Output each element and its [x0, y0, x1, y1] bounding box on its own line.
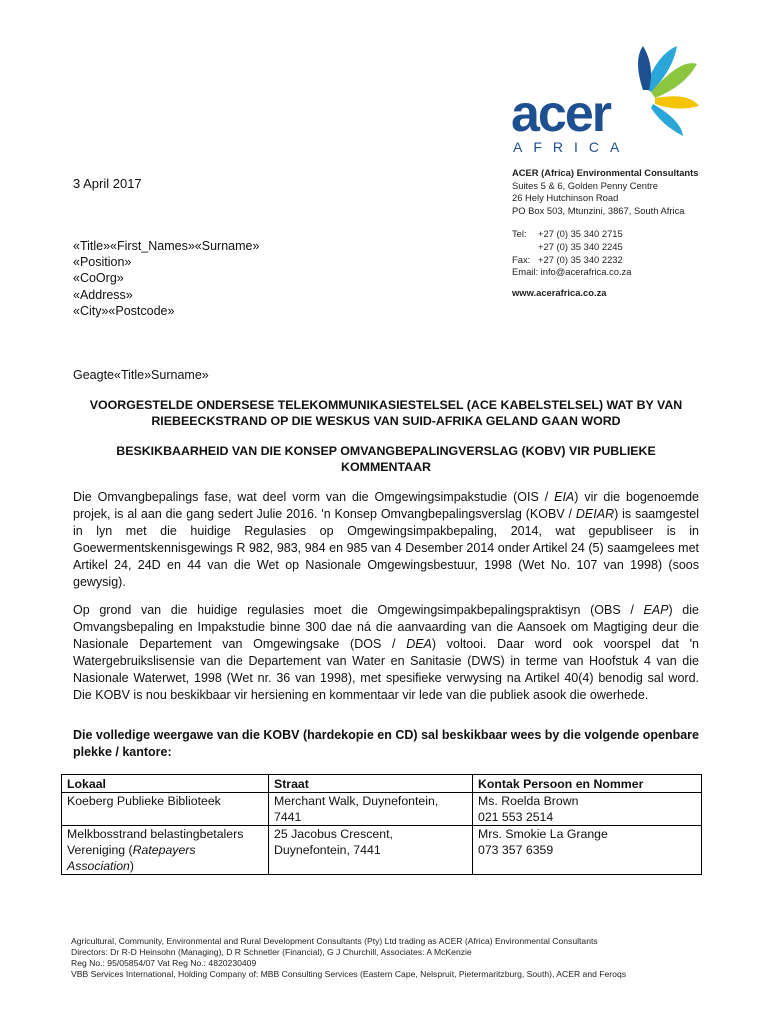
telephone-row — [512, 228, 712, 241]
street-cell: Merchant Walk, Duynefontein, 7441 — [269, 793, 473, 826]
street-cell: 25 Jacobus Crescent, Duynefontein, 7441 — [269, 826, 473, 875]
address-line: PO Box 503, Mtunzini, 3867, South Africa — [512, 204, 685, 216]
recipient-address — [73, 238, 259, 319]
contact-cell: Ms. Roelda Brown 021 553 2514 — [473, 793, 702, 826]
salutation: Geagte«Title»Surname» — [73, 368, 209, 382]
table-row — [62, 793, 702, 826]
paragraph-venues-intro: Die volledige weergawe van die KOBV (hardekopie en CD) sal beskikbaar wees by die volgende openbare plekke / kantore: — [73, 728, 699, 759]
footer-line: Reg No.: 95/05854/07 Vat Reg No.: 4820230409 — [71, 958, 257, 969]
logo-leaf — [655, 96, 699, 108]
paragraph-scoping-phase: Die Omvangbepalings fase, wat deel vorm van die Omgewingsimpakstudie (OIS / EIA) vir die bogenoemde projek, is al aan die gang sedert Julie 2016. 'n Konsep Omvangbepalingsverslag (KOBV / DEIAR) is saamgestel in lyn met die huidige Regulasies op Omgewingsimpakbepaling, 2014, wat gepubliseer is in Goewermentskennisgewings R 982, 983, 984 en 985 van 4 Desember 2014 onder Artikel 24 (5) saamgelees met Artikel 24, 24D en 44 van die Wet op Nasionale Omgewingsbestuur, 1998 (Wet No. 107 van 1998) (soos gewysig). — [73, 490, 699, 589]
logo-leaves — [638, 46, 699, 136]
table-header-row — [62, 775, 702, 793]
paragraph-regulations: Op grond van die huidige regulasies moet die Omgewingsimpakbepalingspraktisyn (OBS / EAP) die Omvangsbepaling en Impakstudie binne 300 dae ná die aanvaarding van die Aansoek om Magtiging deur die Nasionale Departement van Omgewingsake (DOS / DEA) voltooi. Daar word ook voorspel dat 'n Watergebruikslisensie van die Departement van Water en Sanitasie (DWS) in terme van Hoofstuk 4 van die Nasionale Waterwet, 1998 (Wet nr. 36 van 1998), met spesifieke verwysing na Artikel 40(4) benodig sal word. Die KOBV is nou beskikbaar vir hersiening en kommentaar vir lede van die publiek asook die owerhede. — [73, 603, 699, 702]
subject-heading: VOORGESTELDE ONDERSESE TELEKOMMUNIKASIESTELSEL (ACE KABELSTELSEL) WAT BY VAN RIEBEECKSTRAND OP DIE WESKUS VAN SUID-AFRIKA GELAND GAAN WORD — [89, 398, 683, 428]
logo-subtitle: AFRICA — [513, 139, 631, 155]
logo-wordmark: acer — [511, 85, 610, 143]
fax-number: +27 (0) 35 340 2232 — [538, 253, 623, 265]
acer-africa-logo — [505, 40, 705, 160]
tel-number: +27 (0) 35 340 2715 — [538, 228, 623, 240]
availability-heading: BESKIKBAARHEID VAN DIE KONSEP OMVANGBEPALINGVERSLAG (KOBV) VIR PUBLIEKE KOMMENTAAR — [116, 444, 656, 474]
footer-line: VBB Services International, Holding Company of: MBB Consulting Services (Eastern Cape, Nelspruit, Pietermaritzburg, South), ACER and Feroqs — [71, 969, 627, 980]
tel-label: Tel: — [512, 228, 527, 240]
venues-table — [61, 774, 702, 875]
fax-label: Fax: — [512, 253, 531, 265]
recipient-street: «Address» — [73, 287, 133, 302]
tel-number: +27 (0) 35 340 2245 — [538, 240, 623, 252]
fax-row — [512, 254, 712, 267]
footer-line: Directors: Dr R-D Heinsohn (Managing), D R Schnetler (Financial), G J Churchill, Associates: A McKenzie — [71, 947, 472, 958]
company-contact-block — [512, 167, 712, 299]
place-cell: Koeberg Publieke Biblioteek — [62, 793, 269, 826]
contact-cell: Mrs. Smokie La Grange 073 357 6359 — [473, 826, 702, 875]
place-cell: Melkbosstrand belastingbetalers Vereniging (Ratepayers Association) — [62, 826, 269, 875]
website-link[interactable]: www.acerafrica.co.za — [512, 286, 607, 298]
address-line: Suites 5 & 6, Golden Penny Centre — [512, 179, 658, 191]
logo-leaf — [651, 104, 683, 136]
address-line: 26 Hely Hutchinson Road — [512, 192, 619, 204]
letter-date: 3 April 2017 — [73, 176, 142, 191]
company-name: ACER (Africa) Environmental Consultants — [512, 167, 699, 178]
recipient-name: «Title»«First_Names»«Surname» — [73, 239, 260, 253]
footer-line: Agricultural, Community, Environmental and Rural Development Consultants (Pty) Ltd trading as ACER (Africa) Environmental Consultants — [71, 936, 598, 946]
column-header-street: Straat — [269, 775, 473, 793]
table-row — [62, 826, 702, 875]
letterhead-footer — [71, 936, 721, 980]
email-address[interactable]: Email: info@acerafrica.co.za — [512, 266, 632, 278]
telephone-row — [512, 241, 712, 254]
logo-leaf — [638, 46, 651, 90]
column-header-place: Lokaal — [62, 775, 269, 793]
recipient-city: «City»«Postcode» — [73, 303, 175, 318]
recipient-organisation: «CoOrg» — [73, 271, 124, 286]
column-header-contact: Kontak Persoon en Nommer — [473, 775, 702, 793]
recipient-position: «Position» — [73, 255, 132, 270]
